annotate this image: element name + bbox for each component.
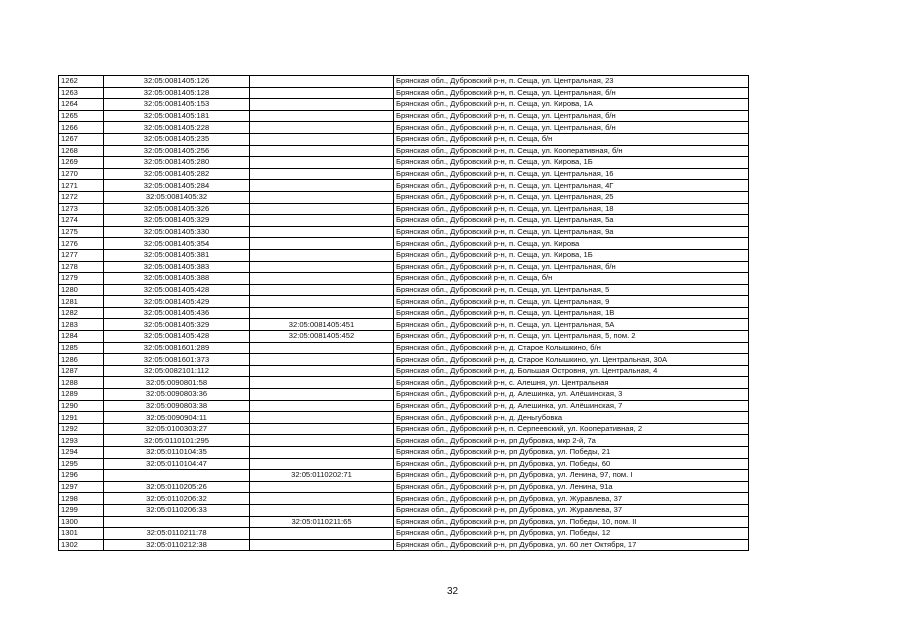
table-row [59, 435, 749, 447]
cadastral-number-cell [104, 516, 250, 528]
secondary-cadastral-number-cell [250, 435, 394, 447]
address-cell: Брянская обл., Дубровский р-н, д. Деньгубовка [394, 412, 749, 424]
address-cell: Брянская обл., Дубровский р-н, рп Дубровка, ул. Ленина, 97, пом. I [394, 470, 749, 482]
table-row [59, 180, 749, 192]
row-number-cell: 1265 [59, 110, 104, 122]
row-number-cell: 1272 [59, 191, 104, 203]
address-cell: Брянская обл., Дубровский р-н, п. Сеща, б/н [394, 133, 749, 145]
row-number-cell: 1289 [59, 389, 104, 401]
table-row [59, 528, 749, 540]
row-number-cell: 1293 [59, 435, 104, 447]
address-cell: Брянская обл., Дубровский р-н, д. Старое Колышкино, ул. Центральная, 30А [394, 354, 749, 366]
cadastral-number-cell: 32:05:0081405:383 [104, 261, 250, 273]
secondary-cadastral-number-cell [250, 481, 394, 493]
secondary-cadastral-number-cell [250, 249, 394, 261]
address-cell: Брянская обл., Дубровский р-н, п. Сеща, ул. Центральная, 5, пом. 2 [394, 331, 749, 343]
cadastral-number-cell: 32:05:0081405:153 [104, 99, 250, 111]
table-row [59, 168, 749, 180]
cadastral-number-cell: 32:05:0110104:35 [104, 447, 250, 459]
address-cell: Брянская обл., Дубровский р-н, д. Алешинка, ул. Алёшинская, 3 [394, 389, 749, 401]
row-number-cell: 1276 [59, 238, 104, 250]
row-number-cell: 1279 [59, 273, 104, 285]
address-cell: Брянская обл., Дубровский р-н, п. Серпеевский, ул. Кооперативная, 2 [394, 423, 749, 435]
secondary-cadastral-number-cell [250, 110, 394, 122]
table-row [59, 226, 749, 238]
secondary-cadastral-number-cell [250, 423, 394, 435]
table-row [59, 76, 749, 88]
row-number-cell: 1297 [59, 481, 104, 493]
row-number-cell: 1281 [59, 296, 104, 308]
cadastral-number-cell: 32:05:0081405:326 [104, 203, 250, 215]
table-row [59, 516, 749, 528]
table-row [59, 412, 749, 424]
cadastral-number-cell: 32:05:0081405:428 [104, 284, 250, 296]
table-row [59, 99, 749, 111]
address-cell: Брянская обл., Дубровский р-н, п. Сеща, ул. Центральная, б/н [394, 122, 749, 134]
secondary-cadastral-number-cell [250, 157, 394, 169]
table-row [59, 493, 749, 505]
row-number-cell: 1270 [59, 168, 104, 180]
secondary-cadastral-number-cell [250, 99, 394, 111]
cadastral-number-cell: 32:05:0081601:289 [104, 342, 250, 354]
table-row [59, 389, 749, 401]
row-number-cell: 1266 [59, 122, 104, 134]
address-cell: Брянская обл., Дубровский р-н, с. Алешня, ул. Центральная [394, 377, 749, 389]
secondary-cadastral-number-cell [250, 87, 394, 99]
secondary-cadastral-number-cell [250, 504, 394, 516]
secondary-cadastral-number-cell [250, 365, 394, 377]
secondary-cadastral-number-cell: 32:05:0081405:451 [250, 319, 394, 331]
address-cell: Брянская обл., Дубровский р-н, п. Сеща, ул. Кирова, 1Б [394, 157, 749, 169]
secondary-cadastral-number-cell [250, 168, 394, 180]
row-number-cell: 1263 [59, 87, 104, 99]
address-cell: Брянская обл., Дубровский р-н, п. Сеща, ул. Центральная, 5А [394, 319, 749, 331]
table-row [59, 133, 749, 145]
secondary-cadastral-number-cell [250, 133, 394, 145]
row-number-cell: 1291 [59, 412, 104, 424]
address-cell: Брянская обл., Дубровский р-н, рп Дубровка, ул. Победы, 10, пом. II [394, 516, 749, 528]
address-cell: Брянская обл., Дубровский р-н, п. Сеща, ул. Кирова, 1А [394, 99, 749, 111]
table-body [59, 76, 749, 551]
cadastral-number-cell: 32:05:0081405:329 [104, 319, 250, 331]
row-number-cell: 1296 [59, 470, 104, 482]
row-number-cell: 1284 [59, 331, 104, 343]
secondary-cadastral-number-cell [250, 493, 394, 505]
row-number-cell: 1269 [59, 157, 104, 169]
row-number-cell: 1286 [59, 354, 104, 366]
address-cell: Брянская обл., Дубровский р-н, п. Сеща, ул. Кирова [394, 238, 749, 250]
secondary-cadastral-number-cell [250, 261, 394, 273]
table-row [59, 342, 749, 354]
table-row [59, 307, 749, 319]
row-number-cell: 1300 [59, 516, 104, 528]
row-number-cell: 1277 [59, 249, 104, 261]
row-number-cell: 1280 [59, 284, 104, 296]
table-row [59, 145, 749, 157]
address-cell: Брянская обл., Дубровский р-н, п. Сеща, ул. Центральная, б/н [394, 87, 749, 99]
secondary-cadastral-number-cell [250, 122, 394, 134]
address-cell: Брянская обл., Дубровский р-н, п. Сеща, ул. Кирова, 1Б [394, 249, 749, 261]
table-row [59, 122, 749, 134]
cadastral-number-cell: 32:05:0110211:78 [104, 528, 250, 540]
table-row [59, 284, 749, 296]
row-number-cell: 1292 [59, 423, 104, 435]
row-number-cell: 1282 [59, 307, 104, 319]
secondary-cadastral-number-cell [250, 400, 394, 412]
address-cell: Брянская обл., Дубровский р-н, рп Дубровка, ул. Победы, 60 [394, 458, 749, 470]
cadastral-number-cell: 32:05:0081405:388 [104, 273, 250, 285]
address-cell: Брянская обл., Дубровский р-н, д. Большая Островня, ул. Центральная, 4 [394, 365, 749, 377]
row-number-cell: 1267 [59, 133, 104, 145]
cadastral-number-cell: 32:05:0081405:428 [104, 331, 250, 343]
secondary-cadastral-number-cell [250, 539, 394, 551]
table-row [59, 458, 749, 470]
address-cell: Брянская обл., Дубровский р-н, рп Дубровка, ул. Журавлева, 37 [394, 493, 749, 505]
secondary-cadastral-number-cell [250, 296, 394, 308]
property-register-table [58, 75, 749, 551]
cadastral-number-cell: 32:05:0090803:36 [104, 389, 250, 401]
address-cell: Брянская обл., Дубровский р-н, рп Дубровка, ул. Журавлева, 37 [394, 504, 749, 516]
secondary-cadastral-number-cell [250, 191, 394, 203]
cadastral-number-cell: 32:05:0082101:112 [104, 365, 250, 377]
table-row [59, 377, 749, 389]
table-row [59, 87, 749, 99]
table-row [59, 539, 749, 551]
row-number-cell: 1278 [59, 261, 104, 273]
address-cell: Брянская обл., Дубровский р-н, п. Сеща, ул. Центральная, 1В [394, 307, 749, 319]
cadastral-number-cell: 32:05:0110205:26 [104, 481, 250, 493]
cadastral-number-cell: 32:05:0081405:181 [104, 110, 250, 122]
cadastral-number-cell: 32:05:0081405:256 [104, 145, 250, 157]
secondary-cadastral-number-cell [250, 342, 394, 354]
row-number-cell: 1287 [59, 365, 104, 377]
table-row [59, 504, 749, 516]
secondary-cadastral-number-cell [250, 226, 394, 238]
address-cell: Брянская обл., Дубровский р-н, п. Сеща, ул. Центральная, 5 [394, 284, 749, 296]
address-cell: Брянская обл., Дубровский р-н, д. Алешинка, ул. Алёшинская, 7 [394, 400, 749, 412]
address-cell: Брянская обл., Дубровский р-н, п. Сеща, ул. Центральная, 18 [394, 203, 749, 215]
secondary-cadastral-number-cell [250, 273, 394, 285]
cadastral-number-cell: 32:05:0110101:295 [104, 435, 250, 447]
secondary-cadastral-number-cell [250, 447, 394, 459]
row-number-cell: 1299 [59, 504, 104, 516]
row-number-cell: 1288 [59, 377, 104, 389]
secondary-cadastral-number-cell [250, 528, 394, 540]
address-cell: Брянская обл., Дубровский р-н, п. Сеща, ул. Центральная, б/н [394, 110, 749, 122]
table-row [59, 203, 749, 215]
cadastral-number-cell: 32:05:0110206:33 [104, 504, 250, 516]
cadastral-number-cell: 32:05:0081405:282 [104, 168, 250, 180]
secondary-cadastral-number-cell [250, 389, 394, 401]
row-number-cell: 1283 [59, 319, 104, 331]
address-cell: Брянская обл., Дубровский р-н, д. Старое Колышкино, б/н [394, 342, 749, 354]
row-number-cell: 1285 [59, 342, 104, 354]
table-row [59, 191, 749, 203]
cadastral-number-cell: 32:05:0081405:128 [104, 87, 250, 99]
table-row [59, 261, 749, 273]
table-row [59, 319, 749, 331]
secondary-cadastral-number-cell [250, 76, 394, 88]
row-number-cell: 1264 [59, 99, 104, 111]
row-number-cell: 1271 [59, 180, 104, 192]
table-row [59, 249, 749, 261]
row-number-cell: 1268 [59, 145, 104, 157]
cadastral-number-cell: 32:05:0081405:284 [104, 180, 250, 192]
cadastral-number-cell: 32:05:0110212:38 [104, 539, 250, 551]
cadastral-number-cell: 32:05:0090801:58 [104, 377, 250, 389]
secondary-cadastral-number-cell [250, 180, 394, 192]
secondary-cadastral-number-cell [250, 145, 394, 157]
cadastral-number-cell: 32:05:0081405:429 [104, 296, 250, 308]
cadastral-number-cell: 32:05:0081405:32 [104, 191, 250, 203]
address-cell: Брянская обл., Дубровский р-н, рп Дубровка, ул. Победы, 12 [394, 528, 749, 540]
address-cell: Брянская обл., Дубровский р-н, п. Сеща, ул. Центральная, 9а [394, 226, 749, 238]
secondary-cadastral-number-cell: 32:05:0110211:65 [250, 516, 394, 528]
table-row [59, 354, 749, 366]
cadastral-number-cell: 32:05:0090803:38 [104, 400, 250, 412]
secondary-cadastral-number-cell [250, 203, 394, 215]
table-row [59, 400, 749, 412]
address-cell: Брянская обл., Дубровский р-н, п. Сеща, ул. Центральная, 5а [394, 215, 749, 227]
cadastral-number-cell: 32:05:0081405:228 [104, 122, 250, 134]
secondary-cadastral-number-cell: 32:05:0110202:71 [250, 470, 394, 482]
address-cell: Брянская обл., Дубровский р-н, рп Дубровка, мкр 2-й, 7а [394, 435, 749, 447]
cadastral-number-cell: 32:05:0081405:354 [104, 238, 250, 250]
cadastral-number-cell: 32:05:0100303:27 [104, 423, 250, 435]
secondary-cadastral-number-cell [250, 284, 394, 296]
cadastral-number-cell: 32:05:0081601:373 [104, 354, 250, 366]
address-cell: Брянская обл., Дубровский р-н, рп Дубровка, ул. Победы, 21 [394, 447, 749, 459]
page-number: 32 [446, 586, 459, 597]
table-row [59, 273, 749, 285]
row-number-cell: 1273 [59, 203, 104, 215]
cadastral-number-cell: 32:05:0110206:32 [104, 493, 250, 505]
address-cell: Брянская обл., Дубровский р-н, рп Дубровка, ул. Ленина, 91а [394, 481, 749, 493]
secondary-cadastral-number-cell [250, 412, 394, 424]
row-number-cell: 1295 [59, 458, 104, 470]
secondary-cadastral-number-cell [250, 307, 394, 319]
cadastral-number-cell: 32:05:0081405:329 [104, 215, 250, 227]
address-cell: Брянская обл., Дубровский р-н, рп Дубровка, ул. 60 лет Октября, 17 [394, 539, 749, 551]
table-row [59, 296, 749, 308]
address-cell: Брянская обл., Дубровский р-н, п. Сеща, ул. Центральная, 16 [394, 168, 749, 180]
row-number-cell: 1294 [59, 447, 104, 459]
row-number-cell: 1302 [59, 539, 104, 551]
secondary-cadastral-number-cell [250, 377, 394, 389]
table-row [59, 423, 749, 435]
address-cell: Брянская обл., Дубровский р-н, п. Сеща, ул. Центральная, 23 [394, 76, 749, 88]
cadastral-number-cell: 32:05:0081405:330 [104, 226, 250, 238]
secondary-cadastral-number-cell [250, 354, 394, 366]
address-cell: Брянская обл., Дубровский р-н, п. Сеща, ул. Центральная, 4Г [394, 180, 749, 192]
row-number-cell: 1274 [59, 215, 104, 227]
table-row [59, 110, 749, 122]
cadastral-number-cell: 32:05:0110104:47 [104, 458, 250, 470]
cadastral-number-cell: 32:05:0081405:235 [104, 133, 250, 145]
row-number-cell: 1262 [59, 76, 104, 88]
row-number-cell: 1301 [59, 528, 104, 540]
address-cell: Брянская обл., Дубровский р-н, п. Сеща, б/н [394, 273, 749, 285]
address-cell: Брянская обл., Дубровский р-н, п. Сеща, ул. Кооперативная, б/н [394, 145, 749, 157]
row-number-cell: 1298 [59, 493, 104, 505]
table-row [59, 157, 749, 169]
table-row [59, 365, 749, 377]
address-cell: Брянская обл., Дубровский р-н, п. Сеща, ул. Центральная, б/н [394, 261, 749, 273]
secondary-cadastral-number-cell [250, 238, 394, 250]
secondary-cadastral-number-cell: 32:05:0081405:452 [250, 331, 394, 343]
table-row [59, 470, 749, 482]
table-row [59, 447, 749, 459]
secondary-cadastral-number-cell [250, 458, 394, 470]
row-number-cell: 1275 [59, 226, 104, 238]
table-row [59, 331, 749, 343]
cadastral-number-cell: 32:05:0081405:436 [104, 307, 250, 319]
table-row [59, 215, 749, 227]
secondary-cadastral-number-cell [250, 215, 394, 227]
row-number-cell: 1290 [59, 400, 104, 412]
table-row [59, 238, 749, 250]
table-row [59, 481, 749, 493]
cadastral-number-cell: 32:05:0081405:280 [104, 157, 250, 169]
cadastral-number-cell: 32:05:0090904:11 [104, 412, 250, 424]
cadastral-number-cell: 32:05:0081405:126 [104, 76, 250, 88]
cadastral-number-cell: 32:05:0081405:381 [104, 249, 250, 261]
address-cell: Брянская обл., Дубровский р-н, п. Сеща, ул. Центральная, 9 [394, 296, 749, 308]
address-cell: Брянская обл., Дубровский р-н, п. Сеща, ул. Центральная, 25 [394, 191, 749, 203]
cadastral-number-cell [104, 470, 250, 482]
